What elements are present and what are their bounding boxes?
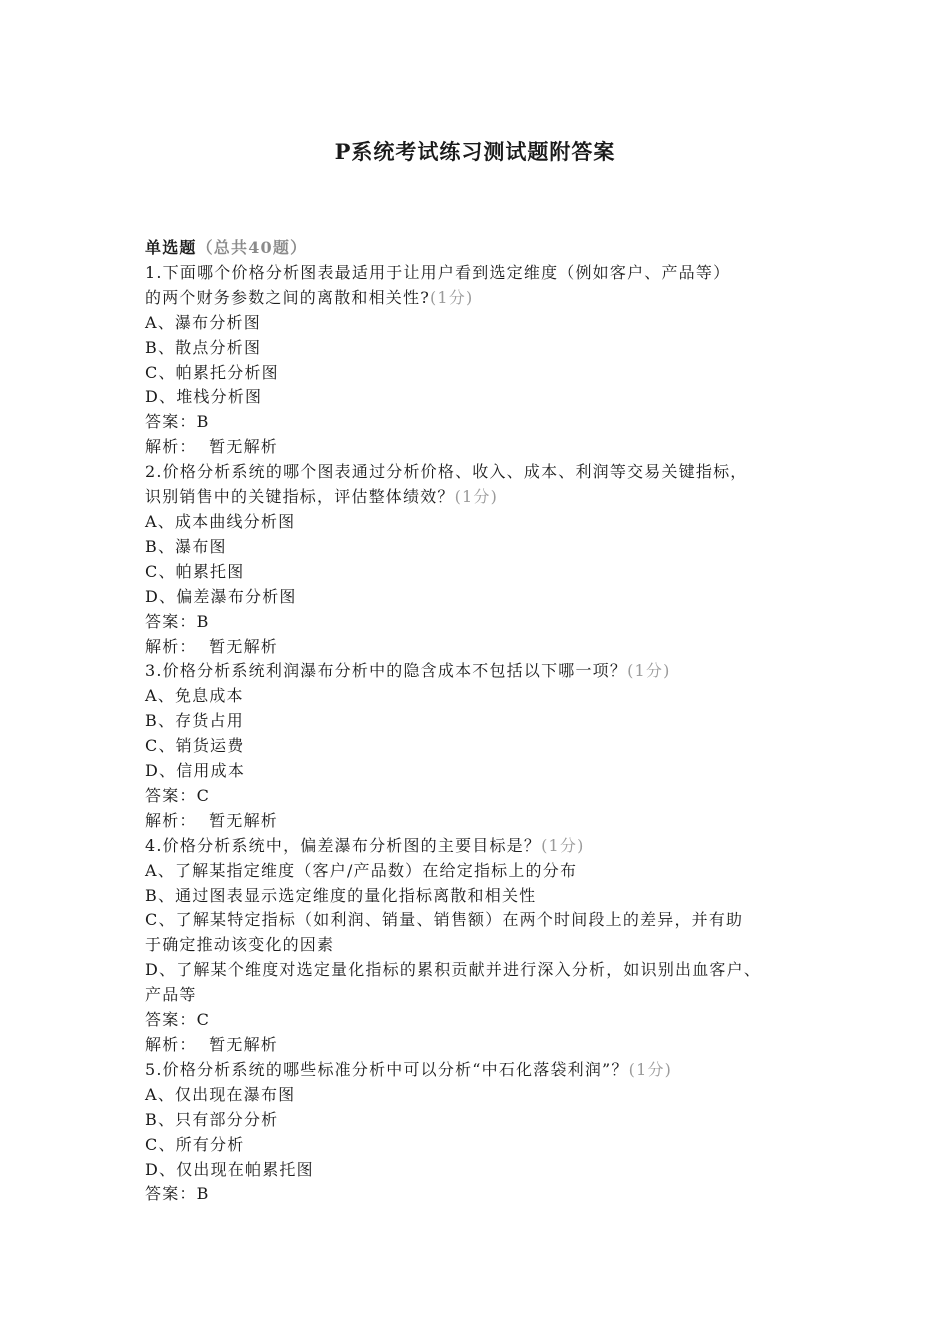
question-4 [145, 834, 835, 1058]
option-c: C、帕累托图 [145, 561, 245, 581]
answer: 答案：B [145, 611, 210, 631]
question-stem: 2.价格分析系统的哪个图表通过分析价格、收入、成本、利润等交易关键指标， [145, 462, 748, 482]
question-stem: 识别销售中的关键指标，评估整体绩效？(1分) [145, 487, 499, 507]
analysis: 解析： 暂无解析 [145, 1035, 278, 1054]
option-c: C、帕累托分析图 [145, 362, 279, 382]
document-body [145, 236, 835, 1207]
option-b: B、通过图表显示选定维度的量化指标离散和相关性 [145, 885, 537, 905]
option-c: C、销货运费 [145, 736, 245, 756]
option-a: A、成本曲线分析图 [145, 511, 296, 531]
question-3 [145, 659, 835, 833]
option-d: D、偏差瀑布分析图 [145, 586, 297, 606]
option-a: A、瀑布分析图 [145, 312, 261, 332]
option-d: D、堆栈分析图 [145, 387, 263, 407]
question-stem: 4.价格分析系统中，偏差瀑布分析图的主要目标是？(1分) [145, 835, 585, 855]
question-score: (1分) [541, 835, 585, 855]
question-score: (1分) [429, 287, 474, 307]
option-c: C、所有分析 [145, 1134, 245, 1154]
option-a: A、了解某指定维度（客户/产品数）在给定指标上的分布 [145, 860, 578, 880]
analysis: 解析： 暂无解析 [145, 636, 278, 656]
question-2 [145, 460, 835, 659]
question-5 [145, 1058, 835, 1207]
page-title: P系统考试练习测试题附答案 [334, 139, 616, 164]
option-d-continued: 产品等 [145, 985, 197, 1005]
section-label: 单选题 [145, 238, 197, 257]
question-1 [145, 261, 835, 460]
answer: 答案：C [145, 1010, 211, 1030]
option-a: A、免息成本 [145, 686, 244, 706]
option-d: D、了解某个维度对选定量化指标的累积贡献并进行深入分析，如识别出血客户、 [145, 960, 762, 980]
question-stem: 5.价格分析系统的哪些标准分析中可以分析“中石化落袋利润”？(1分) [145, 1059, 673, 1079]
answer: 答案：B [145, 412, 210, 432]
analysis: 解析： 暂无解析 [145, 810, 278, 830]
analysis: 解析： 暂无解析 [145, 437, 278, 457]
section-heading [145, 236, 835, 261]
option-b: B、瀑布图 [145, 536, 227, 556]
option-c-continued: 于确定推动该变化的因素 [145, 935, 335, 955]
answer: 答案：B [145, 1184, 210, 1204]
option-d: D、仅出现在帕累托图 [145, 1159, 314, 1179]
question-score: (1分) [627, 661, 671, 681]
option-c: C、了解某特定指标（如利润、销量、销售额）在两个时间段上的差异，并有助 [145, 910, 744, 930]
option-b: B、只有部分分析 [145, 1109, 279, 1129]
section-count: （总共40题） [196, 238, 308, 257]
option-d: D、信用成本 [145, 761, 246, 781]
question-stem: 3.价格分析系统利润瀑布分析中的隐含成本不包括以下哪一项？(1分) [145, 661, 671, 681]
answer: 答案：C [145, 785, 211, 805]
question-stem: 的两个财务参数之间的离散和相关性?(1分) [145, 287, 474, 307]
question-stem: 1.下面哪个价格分析图表最适用于让用户看到选定维度（例如客户、产品等） [145, 262, 731, 282]
option-b: B、存货占用 [145, 711, 244, 731]
option-b: B、散点分析图 [145, 337, 262, 357]
option-a: A、仅出现在瀑布图 [145, 1084, 296, 1104]
question-score: (1分) [628, 1059, 673, 1079]
question-score: (1分) [454, 487, 499, 507]
